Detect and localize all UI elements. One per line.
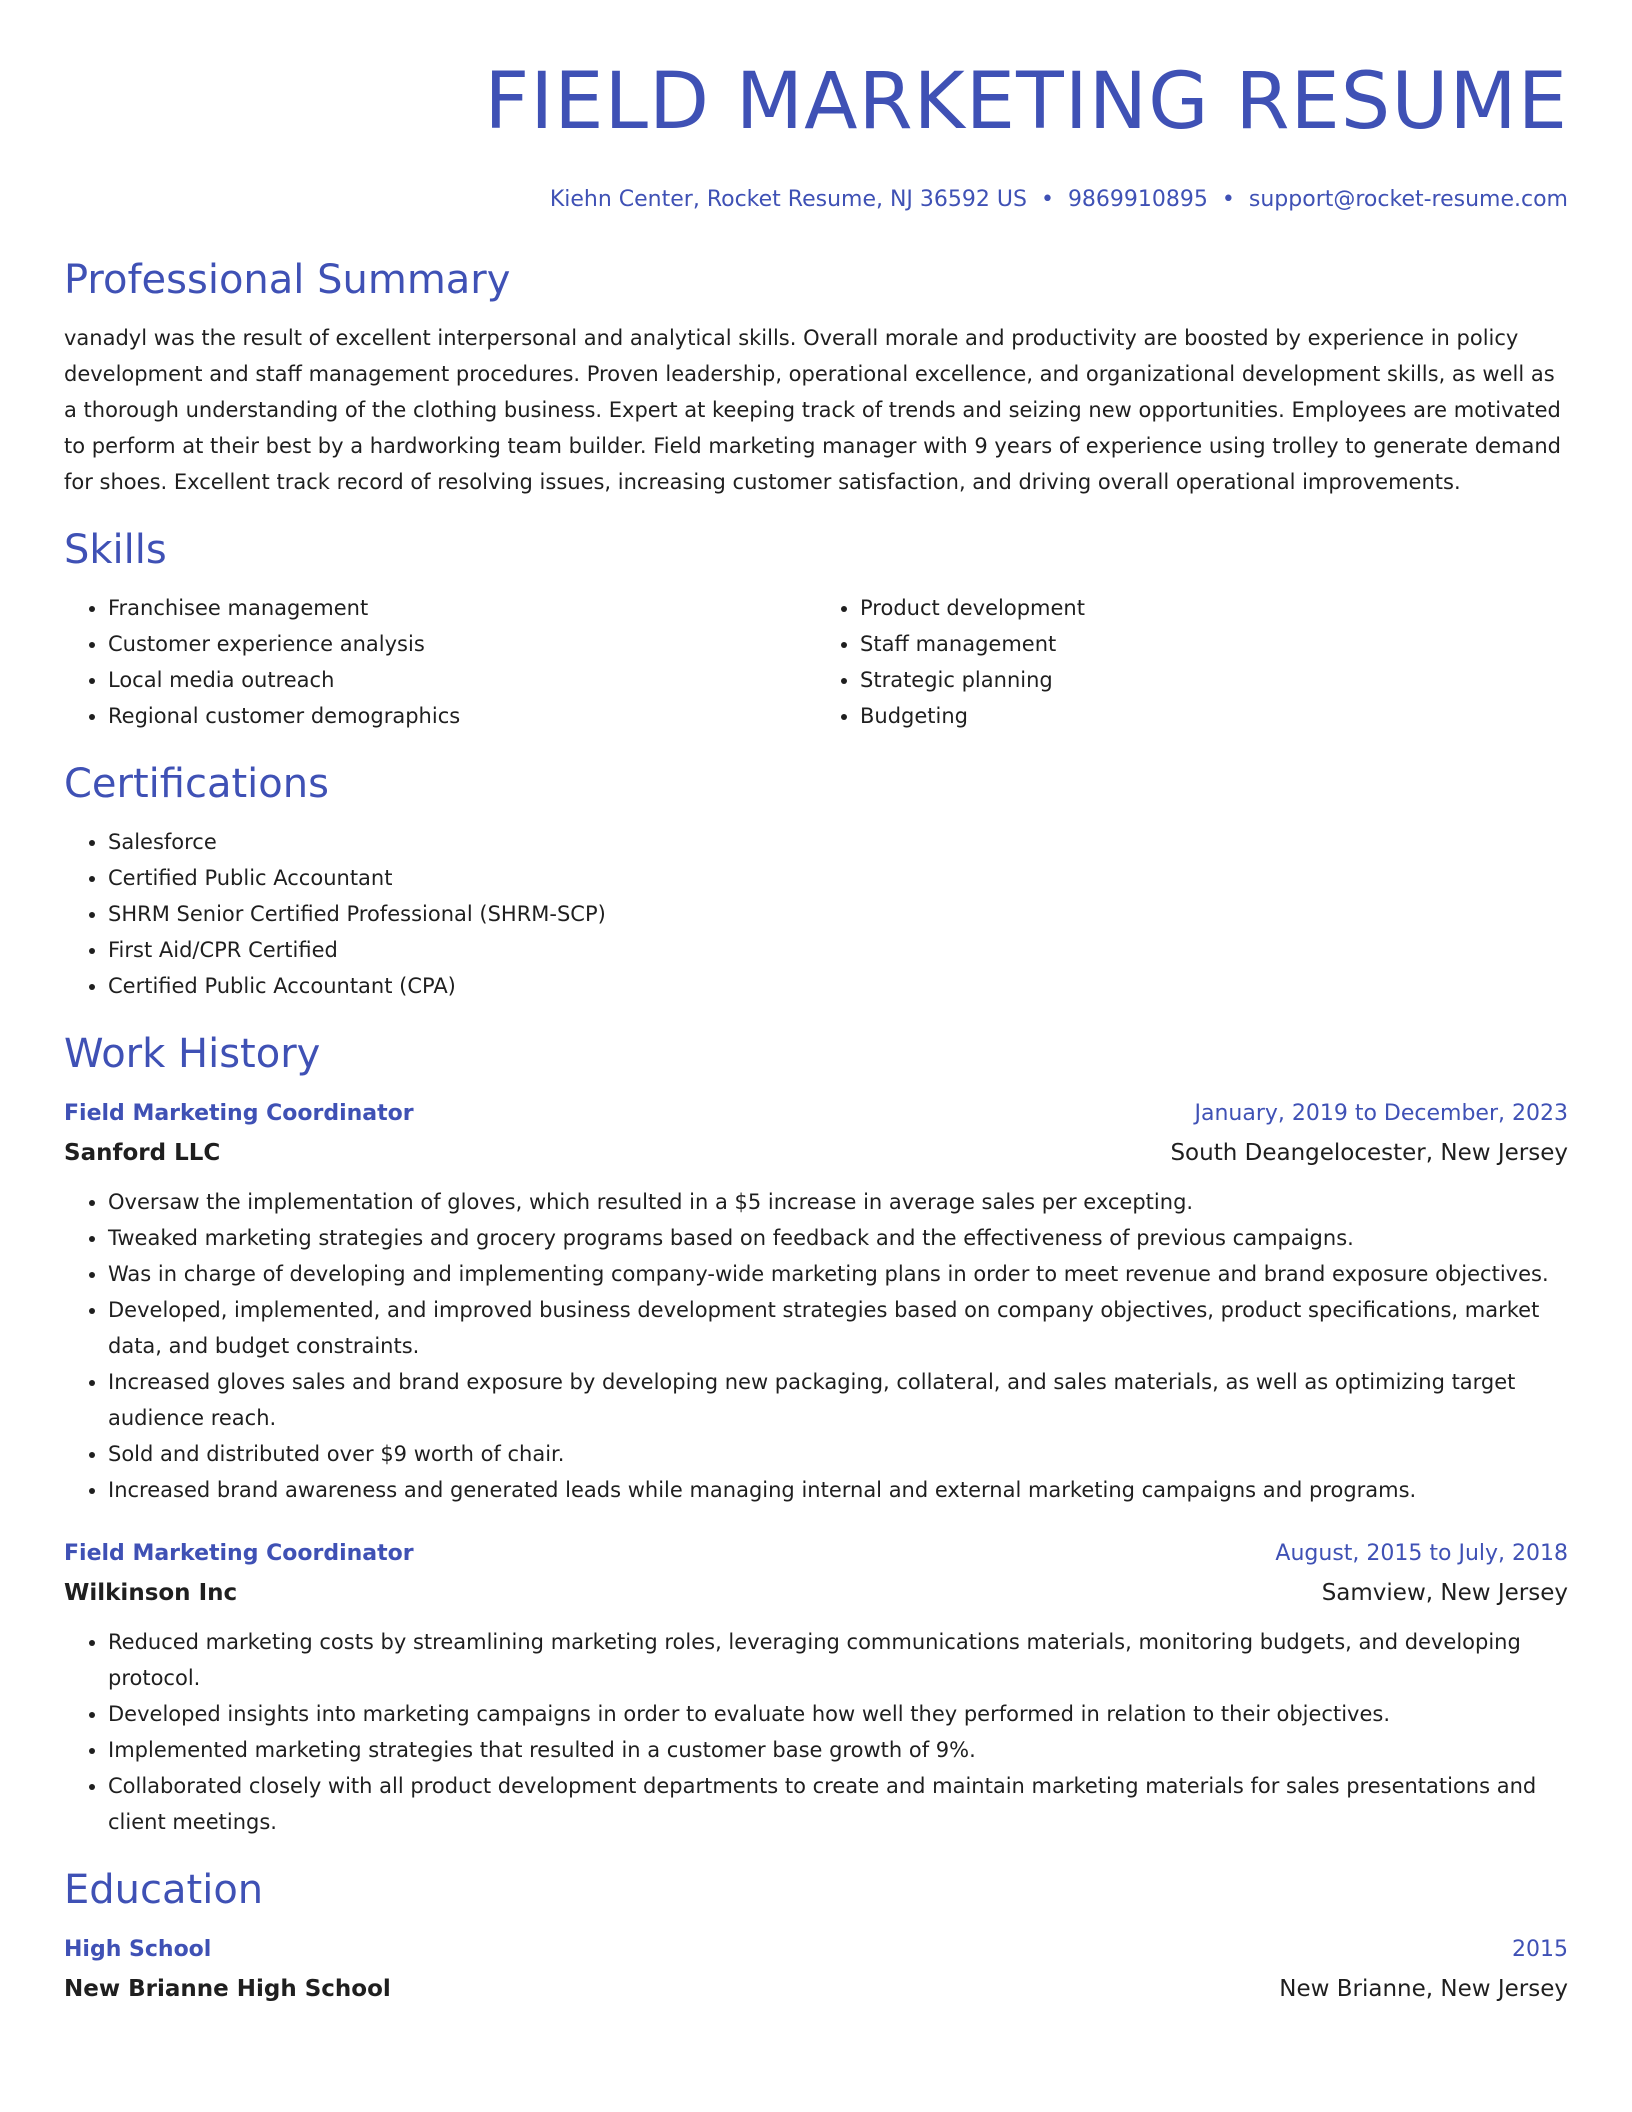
- summary-heading: Professional Summary: [64, 257, 511, 303]
- education-degree: High School: [64, 1937, 212, 1962]
- education-year: 2015: [1512, 1937, 1568, 1962]
- skills-list-right: [816, 590, 1568, 734]
- skill-item: • Customer experience analysis: [108, 626, 816, 662]
- skills-list-left: [64, 590, 816, 734]
- job-bullet: • Implemented marketing strategies that resulted in a customer base growth of 9%.: [108, 1732, 1568, 1768]
- job-company: Sanford LLC: [64, 1140, 221, 1166]
- education-location: New Brianne, New Jersey: [1279, 1976, 1568, 2002]
- skill-item: • Product development: [860, 590, 1568, 626]
- job-bullet: • Collaborated closely with all product development departments to create and maintain marketing materials for sales presentations and client meetings.: [108, 1768, 1568, 1840]
- education-header: [64, 1932, 1568, 1968]
- job-dates: January, 2019 to December, 2023: [1194, 1101, 1568, 1126]
- skill-item: • Franchisee management: [108, 590, 816, 626]
- work-history-heading: Work History: [64, 1031, 321, 1077]
- job-location: Samview, New Jersey: [1321, 1580, 1568, 1606]
- skills-heading: Skills: [64, 527, 167, 573]
- job-location: South Deangelocester, New Jersey: [1170, 1140, 1568, 1166]
- job-subheader: [64, 1572, 1568, 1614]
- certification-item: • First Aid/CPR Certified: [108, 932, 1568, 968]
- job-bullet: • Oversaw the implementation of gloves, which resulted in a $5 increase in average sales per excepting.: [108, 1184, 1568, 1220]
- job-bullet: • Tweaked marketing strategies and grocery programs based on feedback and the effectiveness of previous campaigns.: [108, 1220, 1568, 1256]
- job-subheader: [64, 1132, 1568, 1174]
- resume-header: [64, 50, 1568, 216]
- job-company: Wilkinson Inc: [64, 1580, 238, 1606]
- certifications-list: [64, 824, 1568, 1004]
- job-header: [64, 1536, 1568, 1572]
- summary-text: vanadyl was the result of excellent interpersonal and analytical skills. Overall morale and productivity are boosted by experience in policy development and staff management procedures. Proven leadership, operational excellence, and organizational development skills, as well as a thorough understanding of the clothing business. Expert at keeping track of trends and seizing new opportunities. Employees are motivated to perform at their best by a hardworking team builder. Field marketing manager with 9 years of experience using trolley to generate demand for shoes. Excellent track record of resolving issues, increasing customer satisfaction, and driving overall operational improvements.: [64, 326, 1561, 494]
- job-bullet: • Increased gloves sales and brand exposure by developing new packaging, collateral, and sales materials, as well as optimizing target audience reach.: [108, 1364, 1568, 1436]
- certification-item: • Certified Public Accountant: [108, 860, 1568, 896]
- job-bullet: • Developed, implemented, and improved business development strategies based on company objectives, product specifications, market data, and budget constraints.: [108, 1292, 1568, 1364]
- education-subheader: [64, 1968, 1568, 2010]
- job-role: Field Marketing Coordinator: [64, 1541, 414, 1566]
- skill-item: • Regional customer demographics: [108, 698, 816, 734]
- certification-item: • SHRM Senior Certified Professional (SHRM-SCP): [108, 896, 1568, 932]
- job-bullet: • Reduced marketing costs by streamlining marketing roles, leveraging communications materials, monitoring budgets, and developing protocol.: [108, 1624, 1568, 1696]
- resume-title: FIELD MARKETING RESUME: [484, 57, 1568, 147]
- education-entry: [64, 1932, 1568, 2010]
- certifications-heading: Certifications: [64, 761, 329, 807]
- job-bullet: • Increased brand awareness and generated leads while managing internal and external marketing campaigns and programs.: [108, 1472, 1568, 1508]
- job-header: [64, 1096, 1568, 1132]
- skills-grid: [64, 590, 1568, 734]
- certification-item: • Certified Public Accountant (CPA): [108, 968, 1568, 1004]
- contact-phone: 9869910895: [1067, 187, 1208, 212]
- job-dates: August, 2015 to July, 2018: [1275, 1541, 1568, 1566]
- job-role: Field Marketing Coordinator: [64, 1101, 414, 1126]
- job-bullet: • Sold and distributed over $9 worth of chair.: [108, 1436, 1568, 1472]
- contact-email: support@rocket-resume.com: [1248, 187, 1568, 212]
- contact-separator: •: [1221, 187, 1235, 212]
- job-bullet: • Was in charge of developing and implementing company-wide marketing plans in order to meet revenue and brand exposure objectives.: [108, 1256, 1568, 1292]
- job-bullet: • Developed insights into marketing campaigns in order to evaluate how well they performed in relation to their objectives.: [108, 1696, 1568, 1732]
- education-heading: Education: [64, 1867, 264, 1913]
- skill-item: • Strategic planning: [860, 662, 1568, 698]
- contact-line: [64, 184, 1568, 216]
- skill-item: • Local media outreach: [108, 662, 816, 698]
- job-bullets: [64, 1624, 1568, 1840]
- education-school: New Brianne High School: [64, 1976, 391, 2002]
- certification-item: • Salesforce: [108, 824, 1568, 860]
- skill-item: • Budgeting: [860, 698, 1568, 734]
- skill-item: • Staff management: [860, 626, 1568, 662]
- job-entry: [64, 1536, 1568, 1840]
- job-entry: [64, 1096, 1568, 1508]
- contact-separator: •: [1040, 187, 1054, 212]
- job-bullets: [64, 1184, 1568, 1508]
- contact-address: Kiehn Center, Rocket Resume, NJ 36592 US: [549, 187, 1027, 212]
